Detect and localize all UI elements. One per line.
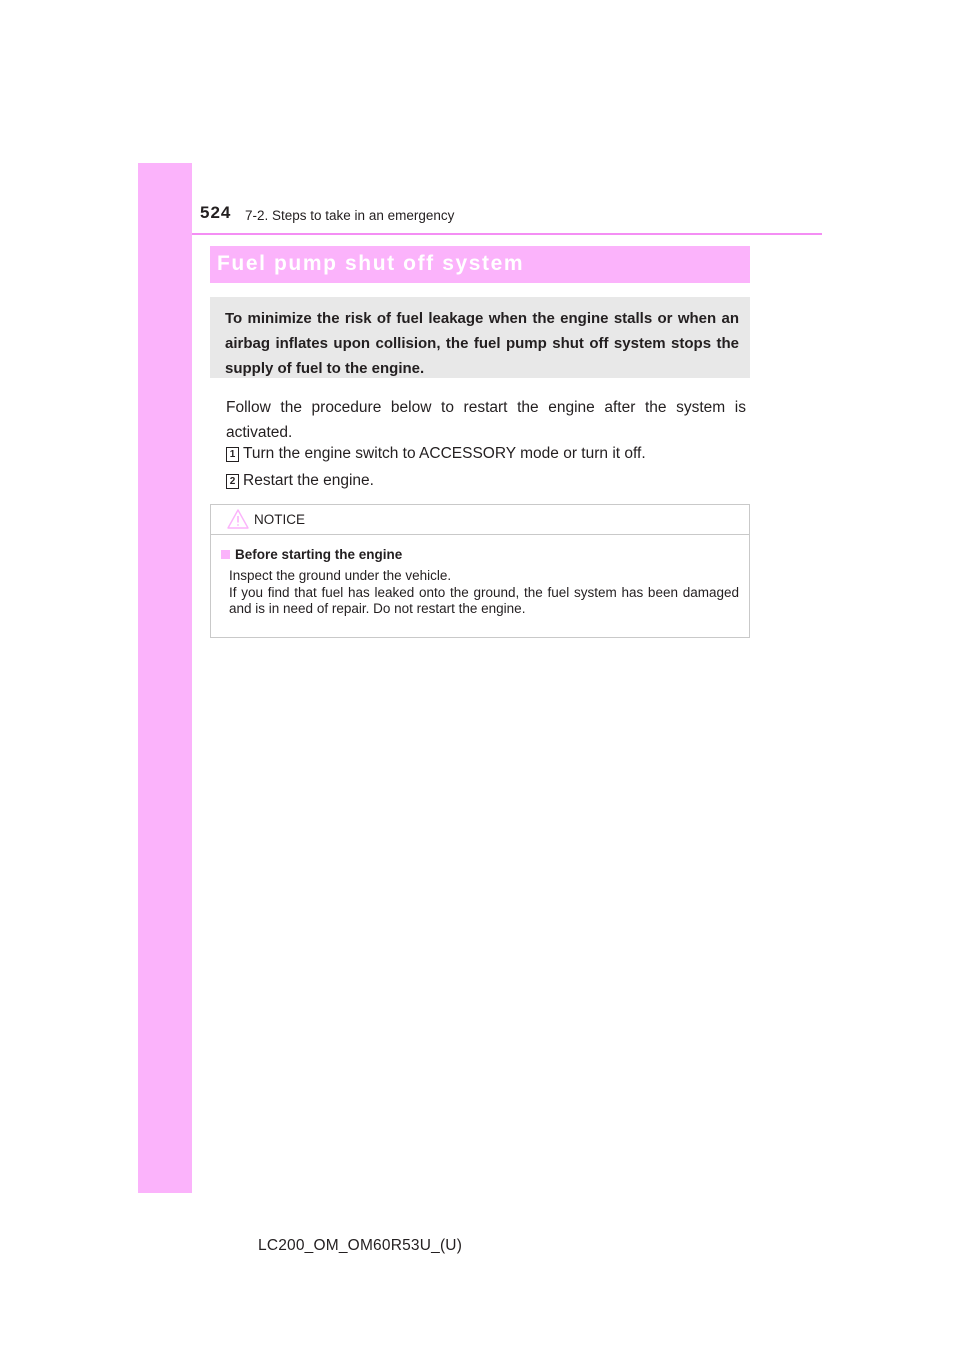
notice-line: Inspect the ground under the vehicle. — [229, 568, 452, 583]
warning-triangle-icon — [227, 508, 249, 530]
page-number: 524 — [200, 203, 232, 222]
step-text: Turn the engine switch to ACCESSORY mode or turn it off. — [243, 445, 646, 462]
procedure-intro-text: Follow the procedure below to restart the engine after the system is activated. — [226, 399, 746, 441]
notice-label: NOTICE — [254, 512, 306, 527]
section-title: 7-2. Steps to take in an emergency — [245, 208, 455, 223]
step-number-badge: 1 — [226, 447, 239, 462]
header-divider — [192, 233, 822, 235]
notice-body — [229, 568, 739, 618]
notice-line: If you find that fuel has leaked onto the ground, the fuel system has been damaged and is in need of repair. Do not restart the engine. — [229, 584, 739, 616]
notice-subheading — [221, 547, 402, 562]
step-text: Restart the engine. — [243, 472, 374, 489]
notice-subheading-text: Before starting the engine — [235, 547, 403, 562]
step-1 — [226, 447, 766, 467]
notice-box — [210, 504, 750, 638]
page-title: Fuel pump shut off system — [217, 252, 525, 275]
chapter-side-tab — [138, 163, 192, 1193]
step-number-badge: 2 — [226, 474, 239, 489]
square-bullet-icon — [221, 550, 230, 559]
intro-box: To minimize the risk of fuel leakage when the engine stalls or when an airbag inflates upon collision, the fuel pump shut off system stops the supply of fuel to the engine. — [210, 297, 750, 378]
title-bar — [210, 246, 750, 283]
notice-header — [211, 505, 749, 535]
step-2 — [226, 474, 766, 494]
document-code: LC200_OM_OM60R53U_(U) — [258, 1237, 463, 1254]
